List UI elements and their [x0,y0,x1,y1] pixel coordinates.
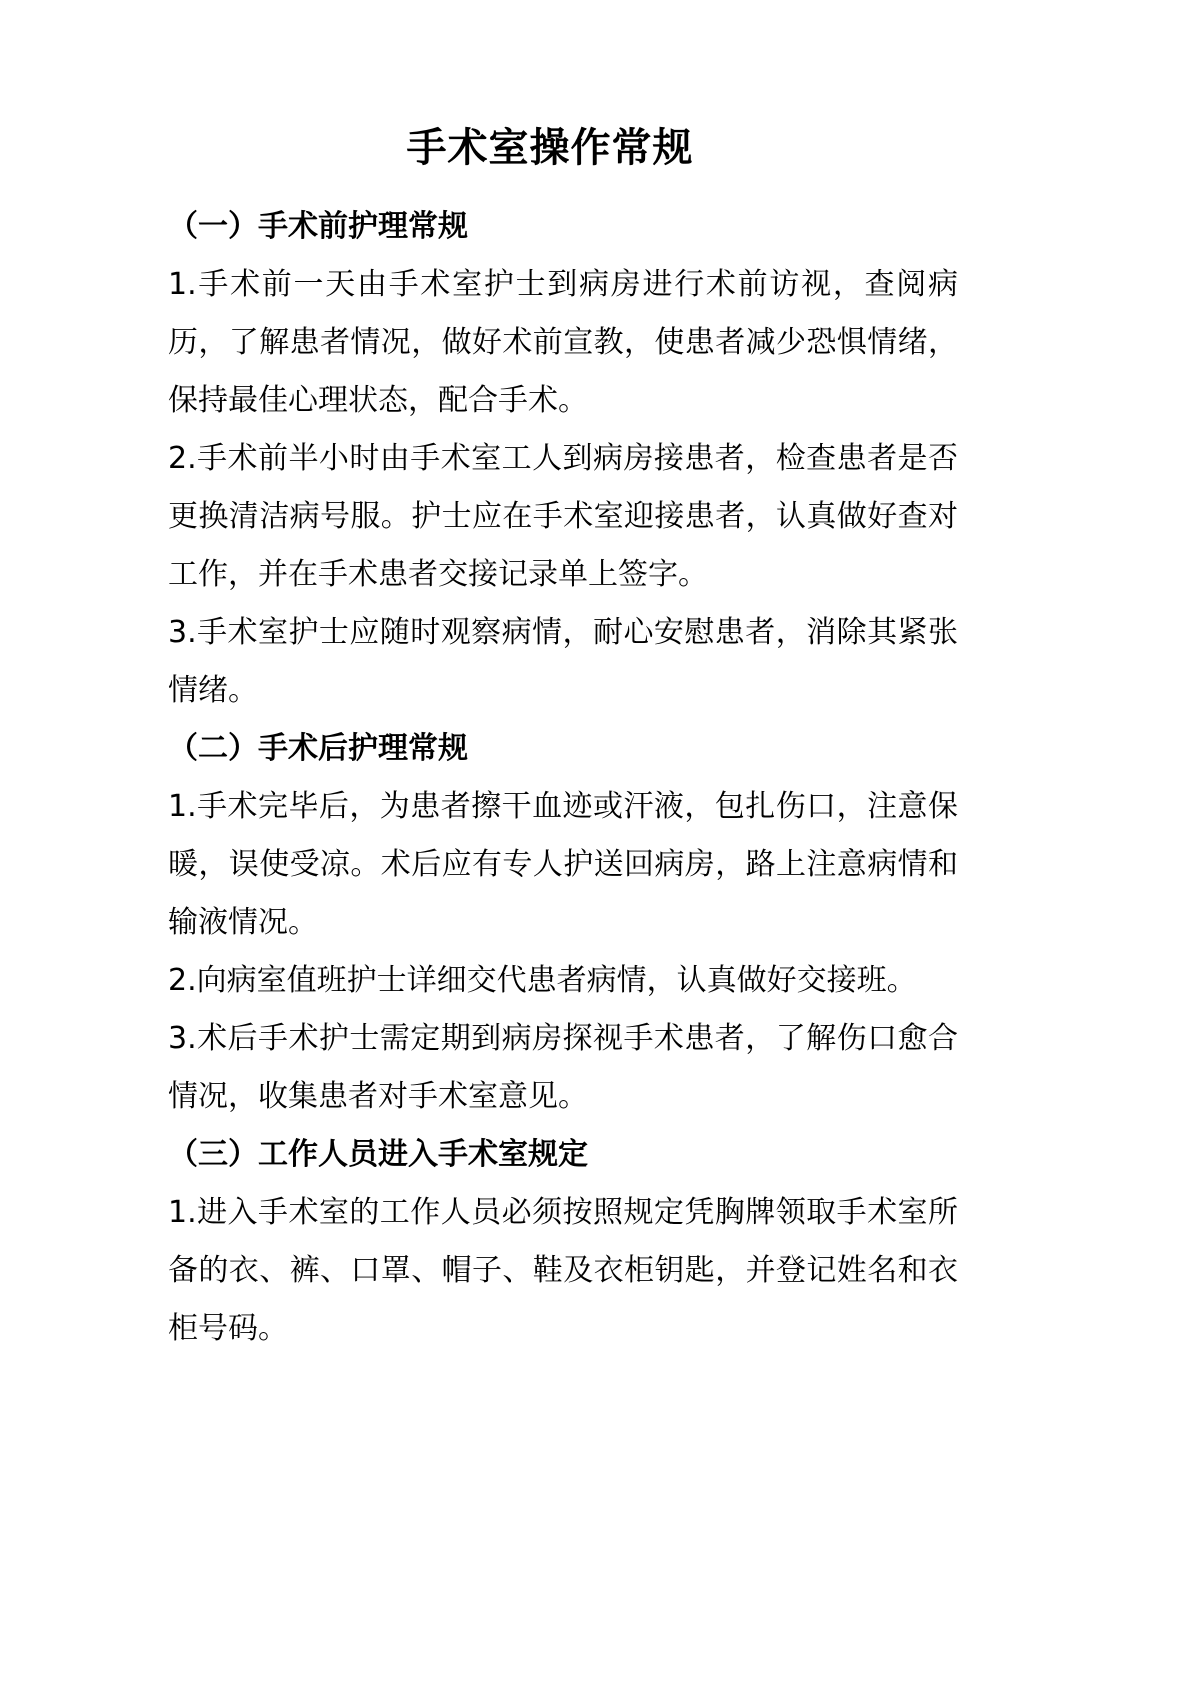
document-body [168,198,958,1358]
section-pre-op [168,198,958,720]
paragraph: 1.进入手术室的工作人员必须按照规定凭胸牌领取手术室所备的衣、裤、口罩、帽子、鞋及衣柜钥匙，并登记姓名和衣柜号码。 [168,1195,958,1346]
section-heading: （一）手术前护理常规 [168,209,468,244]
paragraph: 2.手术前半小时由手术室工人到病房接患者，检查患者是否更换清洁病号服。护士应在手术室迎接患者，认真做好查对工作，并在手术患者交接记录单上签字。 [168,441,958,592]
paragraph: 2.向病室值班护士详细交代患者病情，认真做好交接班。 [168,963,917,998]
section-post-op [168,720,958,1126]
section-heading: （三）工作人员进入手术室规定 [168,1137,588,1172]
paragraph: 3.术后手术护士需定期到病房探视手术患者，了解伤口愈合情况，收集患者对手术室意见。 [168,1021,958,1114]
paragraph: 1.手术完毕后，为患者擦干血迹或汗液，包扎伤口，注意保暖，误使受凉。术后应有专人护送回病房，路上注意病情和输液情况。 [168,789,958,940]
section-staff-entry [168,1126,958,1358]
paragraph: 1.手术前一天由手术室护士到病房进行术前访视，查阅病历，了解患者情况，做好术前宣教，使患者减少恐惧情绪，保持最佳心理状态，配合手术。 [168,267,958,418]
paragraph: 3.手术室护士应随时观察病情，耐心安慰患者，消除其紧张情绪。 [168,615,958,708]
section-heading: （二）手术后护理常规 [168,731,468,766]
document-title: 手术室操作常规 [406,125,694,171]
